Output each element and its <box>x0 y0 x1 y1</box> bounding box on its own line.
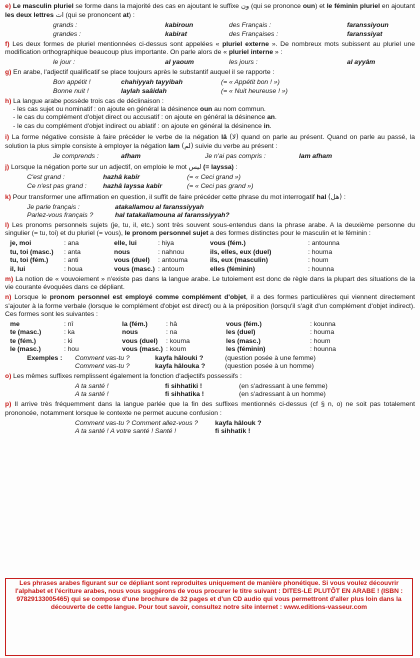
case-item <box>5 123 415 131</box>
grammar-column <box>5 2 415 437</box>
example-row <box>5 59 415 67</box>
term: pronom personnel est employé comme complément d'objet <box>49 294 246 302</box>
text: Les deux formes de pluriel mentionnées ci-dessus sont appelées « <box>9 40 223 48</box>
text: a des formes distinctes pour le masculin et le féminin : <box>208 230 371 238</box>
arabic-suffix: ون <box>240 2 250 10</box>
pronoun-table <box>5 240 415 274</box>
section-p <box>5 401 415 418</box>
pronoun-fr: vous (masc.) <box>114 265 155 273</box>
pronoun-fr: vous (duel) <box>122 337 158 345</box>
case-item <box>5 114 415 122</box>
pronoun-fr: il, lui <box>10 265 26 273</box>
examples-block <box>5 355 415 372</box>
text: en ajoutant <box>379 3 416 10</box>
text: - le cas du complément d'objet indirect ou ablatif : on ajoute en général la désinence <box>13 122 264 130</box>
section-letter: n) <box>5 294 12 302</box>
arabic-suffix: ات <box>55 11 64 20</box>
example-fr: Comment vas-tu ? <box>75 354 130 362</box>
pronoun-ar: : ana <box>64 240 79 248</box>
pronoun-ar: : hou <box>64 346 79 354</box>
example-ar: al yaoum <box>165 59 194 67</box>
text: La langue arabe possède trois cas de déclinaison : <box>11 97 164 105</box>
text: Lorsque le <box>11 294 50 302</box>
text: Pour transformer une affirmation en question, il suffit de faire précéder cette phrase du mot interrogatif <box>10 193 317 201</box>
pronoun-fr: elle, lui <box>114 240 137 248</box>
example-fr: A ta santé ! <box>75 391 109 399</box>
term: oun <box>302 3 316 10</box>
example-row <box>5 153 415 161</box>
section-letter: h) <box>5 97 12 105</box>
text: La notion de « vouvoiement » n'existe pas dans la langue arabe. Le tutoiement est donc de règle dans la plupart des situations de la vie courante évoquées dans ce dépliant. <box>5 275 415 292</box>
pronoun-fr: la (fém.) <box>122 320 148 328</box>
example-ar: al ayyâm <box>347 59 376 67</box>
example-ar: hazhâ kabîr <box>103 174 140 182</box>
example-ar: kayfa hâlouka ? <box>155 362 206 370</box>
arabic-word: (لا) <box>229 132 239 141</box>
text: - les cas sujet ou nominatif : on ajoute en général la désinence <box>13 106 200 114</box>
term: oun <box>200 106 213 114</box>
pronoun-ar: : nî <box>64 320 74 328</box>
example-gloss: (= « Ceci grand ») <box>187 174 241 182</box>
pronoun-ar: : antoum <box>158 265 185 273</box>
section-g <box>5 69 415 77</box>
text: (qui se prononcent <box>63 12 123 20</box>
pronoun-fr: tu, toi (masc.) <box>10 248 54 256</box>
example-ar: kabiroun <box>165 22 194 30</box>
pronoun-fr: le (masc.) <box>10 346 41 354</box>
example-fr: grandes : <box>53 30 81 38</box>
section-l <box>5 222 415 239</box>
example-fr: Je n'ai pas compris : <box>205 153 266 161</box>
term: les deux lettres <box>5 12 54 20</box>
pronoun-ar: : kouma <box>166 337 190 345</box>
section-k <box>5 193 415 202</box>
text: - le cas du complément d'objet direct ou accusatif : on ajoute en général la désinence <box>13 114 268 122</box>
section-e <box>5 2 415 21</box>
example-row <box>5 204 415 212</box>
text: au nom commun. <box>212 106 266 114</box>
example-fr: A ta santé ! <box>75 382 109 390</box>
section-letter: l) <box>5 222 10 230</box>
pronoun-ar: : hounna <box>310 346 337 354</box>
arabic-word: (هل) <box>328 192 342 201</box>
pronoun-ar: : hiya <box>158 240 174 248</box>
example-row <box>5 212 415 220</box>
example-ar: faranssiyoun <box>347 22 389 30</box>
example-ar: hal tatakallamouna al faranssiyyah? <box>115 212 230 220</box>
pronoun-fr: les (duel) <box>226 329 256 337</box>
pronoun-fr: ils, elles, eux (duel) <box>210 248 272 256</box>
term: (= layssa) <box>203 164 234 172</box>
example-row <box>5 420 415 428</box>
pronoun-fr: me <box>10 320 20 328</box>
example-ar: afham <box>121 153 141 161</box>
example-row <box>5 22 415 30</box>
pronoun-fr: les (féminin) <box>226 346 266 354</box>
pronoun-fr: vous (fém.) <box>210 240 246 248</box>
example-fr: des Françaises : <box>229 30 279 38</box>
pronoun-ar: : antouma <box>158 257 188 265</box>
section-i <box>5 133 415 152</box>
term: an <box>267 114 275 122</box>
example-ar: fi sihhatika ! <box>165 391 205 399</box>
pronoun-ar: : nahnou <box>158 248 185 256</box>
example-ar: chahiyyah tayyibah <box>121 79 183 87</box>
example-fr: Comment vas-tu ? <box>75 362 130 370</box>
section-letter: k) <box>5 193 11 201</box>
text: , il a des formes particulières qui viennent directement s'ajouter à la forme verbale (lorsque le complément d'objet est direct) ou à la préposition (lorsqu'il s'agit d'un complément d'objet indirect). Ces formes sont les suivantes : <box>5 294 415 318</box>
pronoun-fr: ils, eux (masculin) <box>210 257 268 265</box>
term: le féminin pluriel <box>326 3 380 10</box>
example-gloss: (= « Nuit heureuse ! ») <box>221 87 288 95</box>
text: : <box>341 193 346 201</box>
pronoun-fr: tu, toi (fém.) <box>10 257 49 265</box>
pronoun-fr: vous (masc.) <box>122 346 163 354</box>
example-fr: C'est grand : <box>27 174 65 182</box>
pronoun-ar: : houma <box>310 329 335 337</box>
example-fr: les jours : <box>229 59 258 67</box>
text: . <box>274 114 277 122</box>
section-letter: g) <box>5 69 12 77</box>
text: Il arrive très fréquemment dans la langue parlée que la fin des suffixes mentionnés ci-dessus (cf § n, o) ne soit pas totalement prononcée, notamment lorsque le contexte ne permet aucune confusion : <box>5 401 415 417</box>
example-row <box>5 31 415 39</box>
text: » : <box>273 49 283 57</box>
example-ar: faranssiyat <box>347 30 383 38</box>
section-letter: j) <box>5 164 10 172</box>
section-letter: f) <box>5 40 10 48</box>
term: in <box>263 122 270 130</box>
text: quand on parle au présent. Quand on parle au passé, la solution la plus simple consiste à employer la négation <box>5 133 415 151</box>
example-gloss: (= « Appétit bon ! ») <box>221 79 280 87</box>
section-n <box>5 294 415 319</box>
example-fr: Bon appétit ! <box>53 79 91 87</box>
text: Lorsque la négation porte sur un adjectif, on emploie le mot <box>9 164 189 172</box>
section-letter: i) <box>5 133 10 141</box>
text: se forme dans la majorité des cas en ajoutant le suffixe <box>73 3 241 10</box>
pronoun-ar: : kounna <box>310 320 336 328</box>
text: ) et <box>315 3 327 10</box>
pronoun-ar: : ki <box>64 337 73 345</box>
example-fr: A ta santé ! A votre santé ! Santé ! <box>75 428 177 436</box>
section-m <box>5 276 415 293</box>
pronoun-ar: : anti <box>64 257 79 265</box>
example-row <box>5 79 415 87</box>
text: En arabe, l'adjectif qualificatif se place toujours après le substantif auquel il se rapporte : <box>11 69 275 77</box>
pronoun-fr: te (fém.) <box>10 337 37 345</box>
example-gloss: (question posée à une femme) <box>225 354 316 362</box>
example-ar: kabirat <box>165 30 187 38</box>
term: at <box>122 12 129 20</box>
text: ». De nombreux mots subissent au pluriel une modification orthographique beaucoup plus importante. On parle alors de « <box>5 40 416 57</box>
pronoun-fr: vous (fém.) <box>226 320 262 328</box>
example-row <box>5 88 415 96</box>
section-letter: p) <box>5 401 12 409</box>
text: La forme négative consiste à faire précéder le verbe de la négation <box>9 133 222 141</box>
pronoun-fr: vous (duel) <box>114 257 150 265</box>
section-letter: o) <box>5 372 12 380</box>
text: suivie du verbe au présent : <box>193 143 278 151</box>
example-row <box>5 174 415 182</box>
section-letter: e) <box>5 3 11 10</box>
pronoun-ar: : hounna <box>308 265 335 273</box>
example-gloss: (en s'adressant à un homme) <box>239 391 326 399</box>
pronoun-fr: te (masc.) <box>10 329 42 337</box>
example-ar: kayfa hâlouki ? <box>155 354 204 362</box>
spacer <box>27 363 75 371</box>
pronoun-ar: : koum <box>166 346 187 354</box>
example-row <box>5 383 415 391</box>
examples-label: Exemples : <box>27 354 63 362</box>
section-letter: m) <box>5 275 14 283</box>
example-row <box>5 183 415 191</box>
pronoun-ar: : houm <box>310 337 331 345</box>
case-item <box>5 106 415 114</box>
example-ar: lam afham <box>299 153 333 161</box>
pronoun-ar: : houa <box>64 265 83 273</box>
example-row <box>5 428 415 436</box>
example-gloss: (= « Ceci pas grand ») <box>187 182 254 190</box>
pronoun-ar: : antounna <box>308 240 340 248</box>
example-ar: fi sihhatik ! <box>215 428 251 436</box>
arabic-word: ليس <box>188 163 202 172</box>
example-ar: kayfa hâlouk ? <box>215 419 262 427</box>
term: Le masculin pluriel <box>12 3 74 10</box>
pronoun-fr: nous <box>122 329 138 337</box>
example-ar: hazhâ layssa kabîr <box>103 182 163 190</box>
example-row <box>5 391 415 399</box>
text: ) : <box>128 12 135 20</box>
example-ar: laylah saâidah <box>121 87 167 95</box>
pronoun-fr: les (masc.) <box>226 337 261 345</box>
arabic-word: (لم) <box>181 142 194 151</box>
section-o <box>5 373 415 381</box>
example-ar: fi sihhatiki ! <box>165 382 203 390</box>
example-fr: Ce n'est pas grand : <box>27 182 87 190</box>
footer-notice: Les phrases arabes figurant sur ce dépliant sont reproduites uniquement de manière phonétique. Si vous voulez découvrir l'alphabet et l'écriture arabes, nous vous suggérons de vous procurer le titre suivant : DITES-LE PLUTÔT EN ARABE ! (ISBN : 97829133005465) qui se compose d'une brochure de 32 pages et d'un CD audio qui vous permettront d'aller plus loin dans la découverte de cette langue. Pour tout savoir, consultez notre site internet : www.editions-vasseur.com <box>5 578 413 656</box>
pronoun-fr: nous <box>114 248 130 256</box>
term: pluriel externe <box>222 40 269 48</box>
section-j <box>5 163 415 172</box>
section-h <box>5 98 415 106</box>
pronoun-ar: : anta <box>64 248 81 256</box>
example-fr: Parlez-vous français ? <box>27 212 94 220</box>
text: Les mêmes suffixes remplissent également la fonction d'adjectifs possessifs : <box>11 372 242 380</box>
pronoun-ar: : hâ <box>166 320 178 328</box>
example-fr: Je comprends : <box>53 153 99 161</box>
example-fr: le jour : <box>53 59 75 67</box>
pronoun-fr: elles (féminin) <box>210 265 255 273</box>
term: hal <box>316 193 327 201</box>
text: (qui se prononce <box>249 3 303 10</box>
term: lam <box>168 143 180 151</box>
pronoun-ar: : houm <box>308 257 329 265</box>
example-fr: Je parle français : <box>27 203 80 211</box>
text: Les pronoms personnels sujets (je, tu, il, etc.) sont très souvent sous-entendus dans la phrase arabe. A la deuxième personne du singulier (= tu, toi) et du pluriel (= vous), <box>5 222 415 238</box>
term: le pronom personnel sujet <box>124 230 209 238</box>
pronoun-ar: : houma <box>308 248 333 256</box>
section-f <box>5 41 415 58</box>
example-fr: grands : <box>53 22 78 30</box>
pronoun-fr: je, moi <box>10 240 32 248</box>
term: pluriel interne <box>228 49 274 57</box>
example-gloss: (question posée à un homme) <box>225 362 314 370</box>
text: . <box>269 122 272 130</box>
term: lâ <box>221 133 227 141</box>
example-fr: des Français : <box>229 22 271 30</box>
example-gloss: (en s'adressant à une femme) <box>239 382 328 390</box>
example-fr: Bonne nuit ! <box>53 87 89 95</box>
text: : <box>233 164 238 172</box>
example-ar: atakallamou al faranssiyyah <box>115 203 204 211</box>
pronoun-ar: : ka <box>64 329 75 337</box>
pronoun-ar: : na <box>166 329 178 337</box>
pronoun-table <box>5 321 415 355</box>
example-fr: Comment vas-tu ? Comment allez-vous ? <box>75 419 199 427</box>
